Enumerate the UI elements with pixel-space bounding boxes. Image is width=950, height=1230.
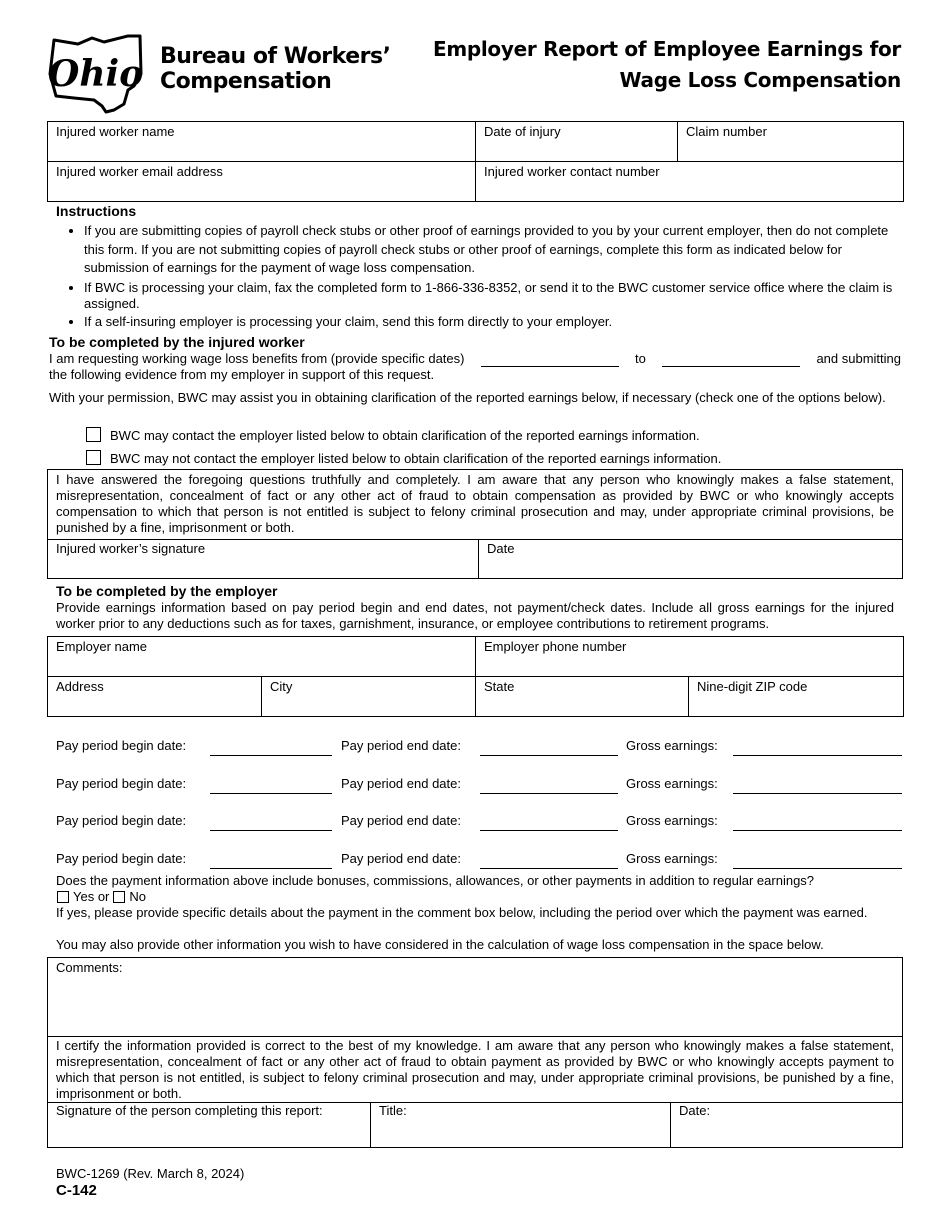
pay-period-row: Pay period begin date: Pay period end date: Gross earnings: [56, 813, 902, 833]
pay-period-begin-input[interactable] [210, 868, 332, 869]
pay-period-end-input[interactable] [480, 793, 618, 794]
pay-period-end-input[interactable] [480, 830, 618, 831]
injured-worker-signature-field[interactable]: Injured worker’s signature [56, 541, 206, 556]
may-contact-checkbox[interactable] [86, 427, 101, 442]
employer-name-field[interactable]: Employer name [48, 637, 476, 677]
comments-certification-box [47, 957, 903, 1148]
city-field[interactable]: City [262, 677, 476, 717]
zip-code-field[interactable]: Nine-digit ZIP code [689, 677, 904, 717]
gross-earnings-input[interactable] [733, 755, 902, 756]
employer-section-heading: To be completed by the employer [56, 583, 278, 599]
organization-name: Bureau of Workers’ Compensation [160, 44, 391, 94]
may-not-contact-checkbox[interactable] [86, 450, 101, 465]
date-of-injury-field[interactable]: Date of injury [476, 122, 678, 162]
worker-attestation-box [47, 469, 903, 579]
request-end-date-blank[interactable] [662, 354, 800, 367]
svg-text:Ohio: Ohio [48, 53, 144, 95]
pay-period-begin-input[interactable] [210, 793, 332, 794]
gross-earnings-input[interactable] [733, 793, 902, 794]
gross-earnings-input[interactable] [733, 868, 902, 869]
certification-text: I certify the information provided is correct to the best of my knowledge. I am aware that any person who knowingly makes a false statement, misrepresentation, concealment of fact or any other act of fraud to obtain payment as provided by BWC or who knowingly accepts payment to which that person is not entitled, is subject to felony criminal prosecution and may, under appropriate criminal provisions, be punished by a fine, imprisonment or both. [56, 1038, 894, 1101]
permission-statement: With your permission, BWC may assist you in obtaining clarification of the reported earnings below, if necessary (check one of the options below). [49, 390, 886, 405]
injured-worker-name-field[interactable]: Injured worker name [48, 122, 476, 162]
instructions-heading: Instructions [56, 203, 137, 219]
instruction-item: • If you are submitting copies of payroll check stubs or other proof of earnings provided to you by your current employer, then do not complete this form. If you are not submitting copies of payroll check stubs or other proof of earnings, complete this form as indicated below for submission of earnings for the payment of wage loss compensation. [84, 222, 896, 278]
pay-period-row: Pay period begin date: Pay period end date: Gross earnings: [56, 851, 902, 871]
pay-period-begin-input[interactable] [210, 830, 332, 831]
ohio-state-logo [44, 34, 144, 114]
injured-worker-contact-field[interactable]: Injured worker contact number [476, 162, 904, 202]
employer-intro: Provide earnings information based on pay period begin and end dates, not payment/check dates. Include all gross earnings for the injured worker prior to any deductions such as for taxes, garnishment, insurance, or employee contributions to retirement programs. [56, 600, 894, 631]
claim-number-field[interactable]: Claim number [678, 122, 904, 162]
address-field[interactable]: Address [48, 677, 262, 717]
comments-field[interactable]: Comments: [56, 960, 123, 975]
benefit-request-statement: I am requesting working wage loss benefits from (provide specific dates) to and submitting the following evidence from my employer in support of this request. [49, 351, 901, 382]
injured-worker-email-field[interactable]: Injured worker email address [48, 162, 476, 202]
worker-info-table [47, 121, 904, 202]
state-field[interactable]: State [476, 677, 689, 717]
form-number: BWC-1269 (Rev. March 8, 2024) [56, 1166, 245, 1181]
form-code: C-142 [56, 1182, 97, 1199]
reporter-date-field[interactable]: Date: [679, 1103, 711, 1118]
reporter-signature-field[interactable]: Signature of the person completing this report: [56, 1103, 323, 1118]
pay-period-row: Pay period begin date: Pay period end date: Gross earnings: [56, 738, 902, 758]
other-info-instruction: You may also provide other information you wish to have considered in the calculation of wage loss compensation in the space below. [56, 937, 824, 952]
instruction-item: • If a self-insuring employer is processing your claim, send this form directly to your employer. [84, 314, 896, 330]
gross-earnings-input[interactable] [733, 830, 902, 831]
form-title: Employer Report of Employee Earnings for Wage Loss Compensation [432, 37, 901, 92]
bonus-question: Does the payment information above include bonuses, commissions, allowances, or other payments in addition to regular earnings? [56, 873, 815, 888]
worker-signature-date-field[interactable]: Date [487, 541, 515, 556]
pay-period-row: Pay period begin date: Pay period end date: Gross earnings: [56, 776, 902, 796]
instructions-list [48, 222, 896, 332]
instruction-item: • If BWC is processing your claim, fax the completed form to 1-866-336-8352, or send it to the BWC customer service office where the claim is assigned. [84, 280, 896, 312]
request-start-date-blank[interactable] [481, 354, 619, 367]
pay-period-end-input[interactable] [480, 868, 618, 869]
worker-section-heading: To be completed by the injured worker [49, 334, 305, 350]
employer-info-table [47, 636, 904, 717]
pay-period-end-input[interactable] [480, 755, 618, 756]
option-may-not-contact[interactable]: BWC may not contact the employer listed below to obtain clarification of the reported earnings information. [86, 450, 721, 467]
reporter-title-field[interactable]: Title: [379, 1103, 407, 1118]
bonus-answer-options: Yes or No [57, 889, 146, 905]
attestation-text: I have answered the foregoing questions truthfully and completely. I am aware that any person who knowingly makes a false statement, misrepresentation, concealment of fact or any other act of fraud to obtain compensation as provided by BWC or who knowingly accepts compensation to which that person is not entitled is subject to felony criminal prosecution and may, under appropriate criminal provisions, be punished by a fine, imprisonment or both. [56, 472, 894, 535]
pay-period-begin-input[interactable] [210, 755, 332, 756]
bonus-yes-checkbox[interactable] [57, 891, 69, 903]
bonus-no-checkbox[interactable] [113, 891, 125, 903]
employer-phone-field[interactable]: Employer phone number [476, 637, 904, 677]
option-may-contact[interactable]: BWC may contact the employer listed below to obtain clarification of the reported earnings information. [86, 427, 700, 444]
bonus-details-instruction: If yes, please provide specific details about the payment in the comment box below, including the period over which the payment was earned. [56, 905, 868, 920]
